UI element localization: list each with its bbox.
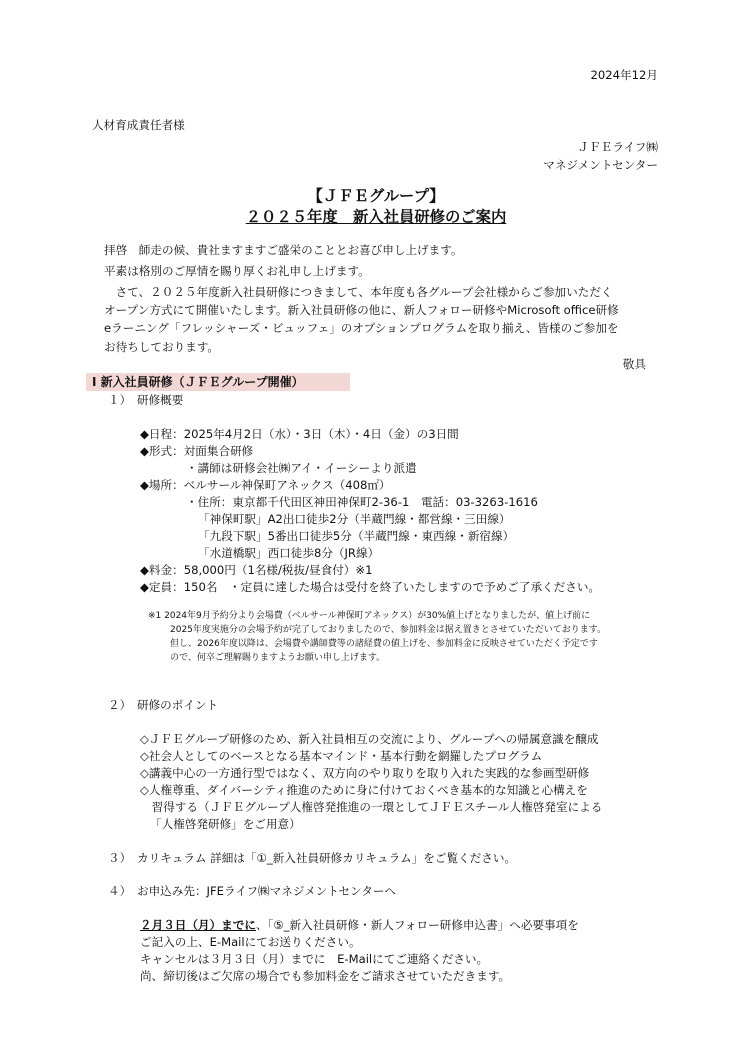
application-line: [140, 918, 579, 933]
item-2-label: ２） 研修のポイント: [108, 698, 219, 712]
note-line: 2025年度実施分の会場予約が完了しておりましたので、参加料金は据え置きとさせていただいております。: [170, 625, 607, 635]
overview-line: ◆場所：ベルサール神保町アネックス（408㎡）: [140, 478, 391, 492]
item-4-label: ４） お申込み先：JFEライフ㈱マネジメントセンターへ: [108, 884, 397, 898]
greeting-line: オープン方式にて開催いたします。新入社員研修の他に、新人フォロー研修やMicrosoft office研修: [104, 303, 619, 317]
note-line: ※1 2024年9月予約分より会場費（ベルサール神保町アネックス）が30%値上げとなりましたが、値上げ前に: [148, 611, 591, 621]
overview-line: ◆定員：150名 ・定員に達した場合は受付を終了いたしますので予めご了承ください。: [140, 580, 601, 594]
title-line-1: 【ＪＦＥグループ】: [307, 187, 445, 205]
point-line: ◇人権尊重、ダイバーシティ推進のために身に付けておくべき基本的な知識と心構えを: [140, 783, 588, 797]
addressee: 人材育成責任者様: [92, 118, 185, 132]
point-line: ◇社会人としてのベースとなる基本マインド・基本行動を網羅したプログラム: [140, 749, 543, 763]
sender-department: マネジメントセンター: [543, 158, 658, 172]
point-line: ◇講義中心の一方通行型ではなく、双方向のやり取りを取り入れた実践的な参画型研修: [140, 766, 590, 780]
overview-line: 「九段下駅」5番出口徒歩5分（半蔵門線・東西線・新宿線）: [198, 529, 515, 543]
greeting-line: さて、２０２５年度新入社員研修につきまして、本年度も各グループ会社様からご参加いただく: [104, 285, 613, 299]
greeting-line: お待ちしております。: [104, 340, 220, 354]
greeting-line: 拝啓 師走の候、貴社ますますご盛栄のこととお喜び申し上げます。: [104, 243, 463, 257]
item-1-label: １） 研修概要: [108, 393, 184, 407]
point-line: ◇ＪＦＥグループ研修のため、新入社員相互の交流により、グループへの帰属意識を醸成: [140, 732, 599, 746]
overview-line: 「水道橋駅」西口徒歩8分（JR線）: [198, 546, 380, 560]
application-line: ご記入の上、E-Mailにてお送りください。: [140, 935, 361, 949]
note-line: 但し、2026年度以降は、会場費や講師費等の諸経費の値上げを、参加料金に反映させていただく予定です: [170, 639, 598, 649]
greeting-line: 平素は格別のご厚情を賜り厚くお礼申し上げます。: [104, 264, 370, 278]
sender-company: ＪＦＥライフ㈱: [577, 140, 658, 154]
note-line: ので、何卒ご理解賜りますようお願い申し上げます。: [170, 653, 386, 663]
document-date: 2024年12月: [590, 68, 658, 82]
overview-line: ◆料金：58,000円（1名様/税抜/昼食付）※1: [140, 563, 373, 577]
application-line: キャンセルは３月３日（月）までに E-Mailにてご連絡ください。: [140, 952, 489, 966]
point-line: 「人権啓発研修」をご用意）: [150, 817, 301, 831]
application-deadline: ２月３日（月）までに: [140, 918, 256, 932]
overview-line: ◆形式：対面集合研修: [140, 444, 254, 458]
application-instruction: 、「⑤_新入社員研修・新人フォロー研修申込書」へ必要事項を: [255, 918, 579, 932]
overview-line: ◆日程：2025年4月2日（水）・3日（木）・4日（金）の3日間: [140, 427, 459, 441]
overview-line: 「神保町駅」A2出口徒歩2分（半蔵門線・都営線・三田線）: [198, 512, 511, 526]
title-line-2: ２０２５年度 新入社員研修のご案内: [245, 208, 507, 226]
greeting-line: eラーニング「フレッシャーズ・ビュッフェ」のオプションプログラムを取り揃え、皆様のご参加を: [104, 321, 619, 335]
overview-line: ・住所：東京都千代田区神田神保町2-36-1 電話：03-3263-1616: [186, 495, 538, 509]
section-heading: Ⅰ 新入社員研修（ＪＦＥグループ開催）: [92, 375, 304, 389]
item-3-label: ３） カリキュラム 詳細は「①_新入社員研修カリキュラム」をご覧ください。: [108, 851, 517, 865]
point-line: 習得する（ＪＦＥグループ人権啓発推進の一環としてＪＦＥスチール人権啓発室による: [140, 800, 603, 814]
closing-keigu: 敬具: [622, 357, 646, 371]
overview-line: ・講師は研修会社㈱アイ・イーシーより派遣: [186, 461, 417, 475]
application-line: 尚、締切後はご欠席の場合でも参加料金をご請求させていただきます。: [140, 969, 511, 983]
